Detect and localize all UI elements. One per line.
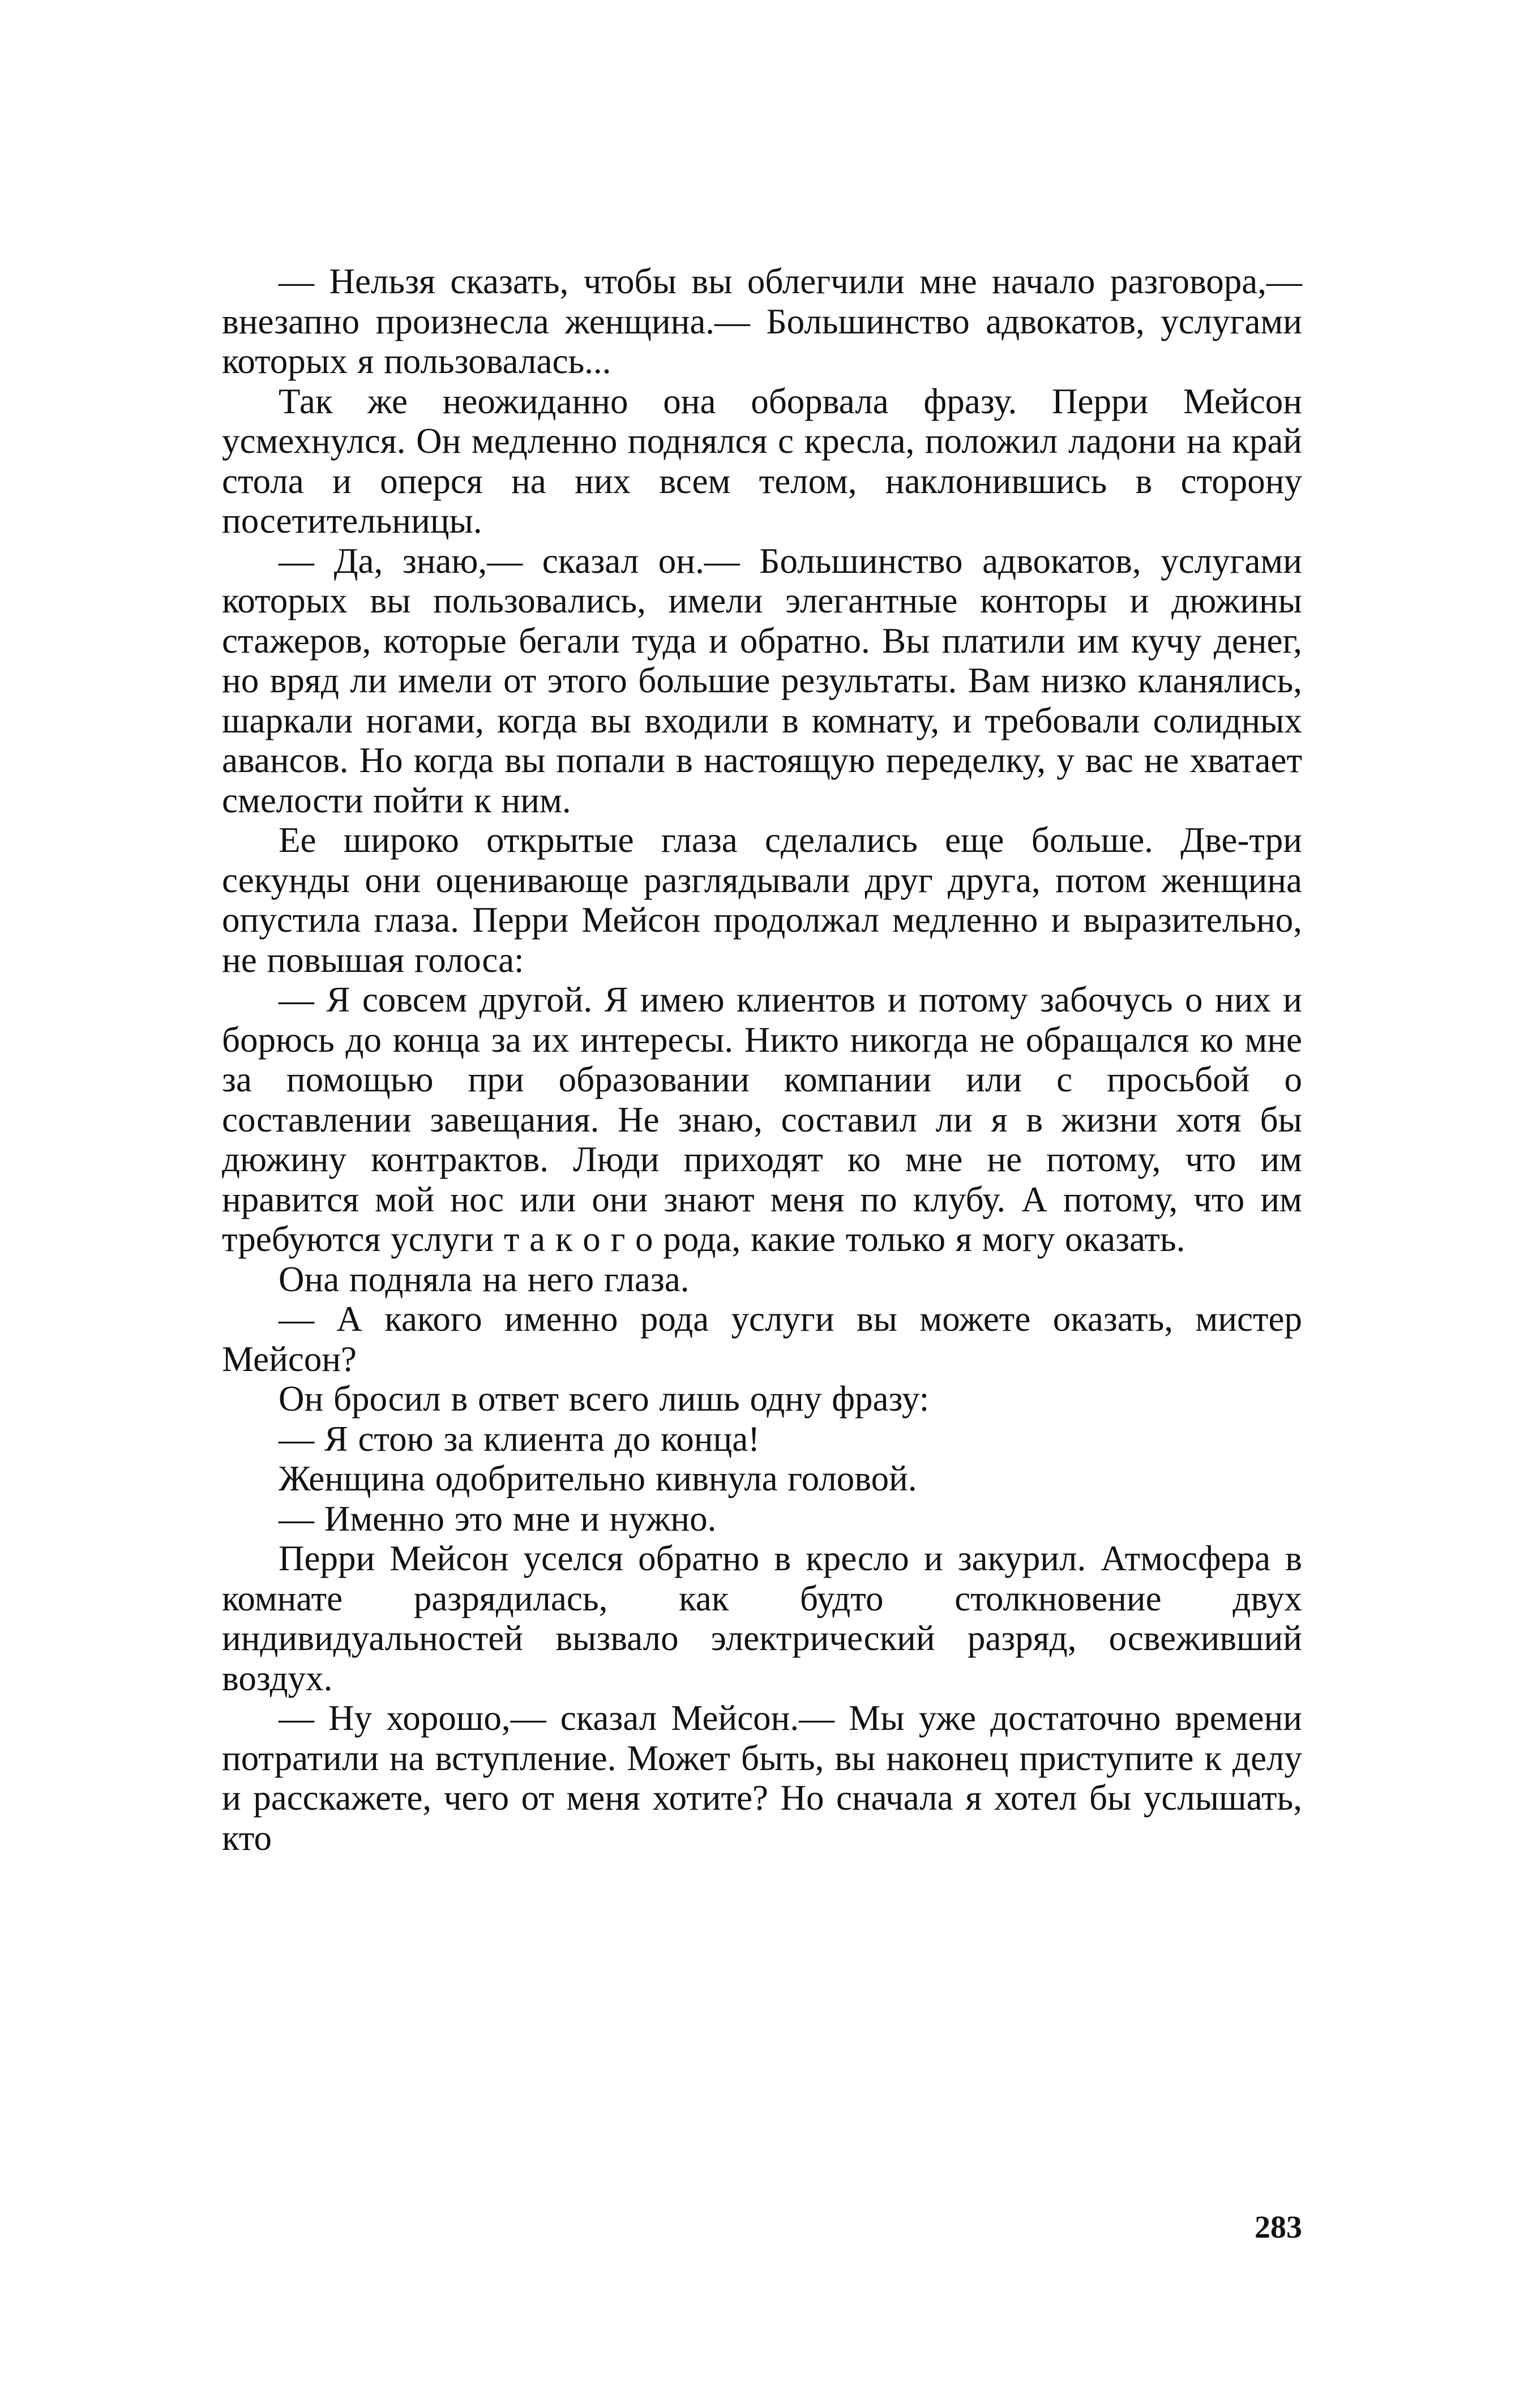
paragraph-4: Ее широко открытые глаза сделались еще больше. Две-три секунды они оценивающе разглядывали друг друга, потом женщина опустила глаза. Перри Мейсон продолжал медленно и выразительно, не повышая голоса: [222,820,1302,980]
paragraph-13: — Ну хорошо,— сказал Мейсон.— Мы уже достаточно времени потратили на вступление. Может быть, вы наконец приступите к делу и расскажете, чего от меня хотите? Но сначала я хотел бы услышать, кто [222,1698,1302,1858]
paragraph-9: — Я стою за клиента до конца! [279,1419,760,1459]
paragraph-12: Перри Мейсон уселся обратно в кресло и закурил. Атмосфера в комнате разрядилась, как будто столкновение двух индивидуальностей вызвало электрический разряд, освеживший воздух. [222,1539,1302,1698]
page-text [222,262,1302,1858]
paragraph-10: Женщина одобрительно кивнула головой. [279,1459,917,1498]
paragraph-5: — Я совсем другой. Я имею клиентов и потому забочусь о них и борюсь до конца за их интересы. Никто никогда не обращался ко мне за помощью при образовании компании или с просьбой о составлении завещания. Не знаю, составил ли я в жизни хотя бы дюжину контрактов. Люди приходят ко мне не потому, что им нравится мой нос или они знают меня по клубу. А потому, что им требуются услуги т а к о г о рода, какие только я могу оказать. [222,980,1302,1259]
paragraph-3: — Да, знаю,— сказал он.— Большинство адвокатов, услугами которых вы пользовались, имели элегантные конторы и дюжины стажеров, которые бегали туда и обратно. Вы платили им кучу денег, но вряд ли имели от этого большие результаты. Вам низко кланялись, шаркали ногами, когда вы входили в комнату, и требовали солидных авансов. Но когда вы попали в настоящую переделку, у вас не хватает смелости пойти к ним. [222,541,1302,820]
paragraph-8: Он бросил в ответ всего лишь одну фразу: [279,1379,930,1419]
paragraph-1: — Нельзя сказать, чтобы вы облегчили мне начало разговора,— внезапно произнесла женщина.— Большинство адвокатов, услугами которых я пользовалась... [222,262,1302,381]
paragraph-2: Так же неожиданно она оборвала фразу. Перри Мейсон усмехнулся. Он медленно поднялся с кресла, положил ладони на край стола и оперся на них всем телом, наклонившись в сторону посетительницы. [222,381,1302,541]
paragraph-6: Она подняла на него глаза. [279,1259,690,1299]
paragraph-11: — Именно это мне и нужно. [279,1498,717,1539]
paragraph-7: — А какого именно рода услуги вы можете оказать, мистер Мейсон? [222,1299,1302,1379]
page-number: 283 [1255,2210,1302,2245]
